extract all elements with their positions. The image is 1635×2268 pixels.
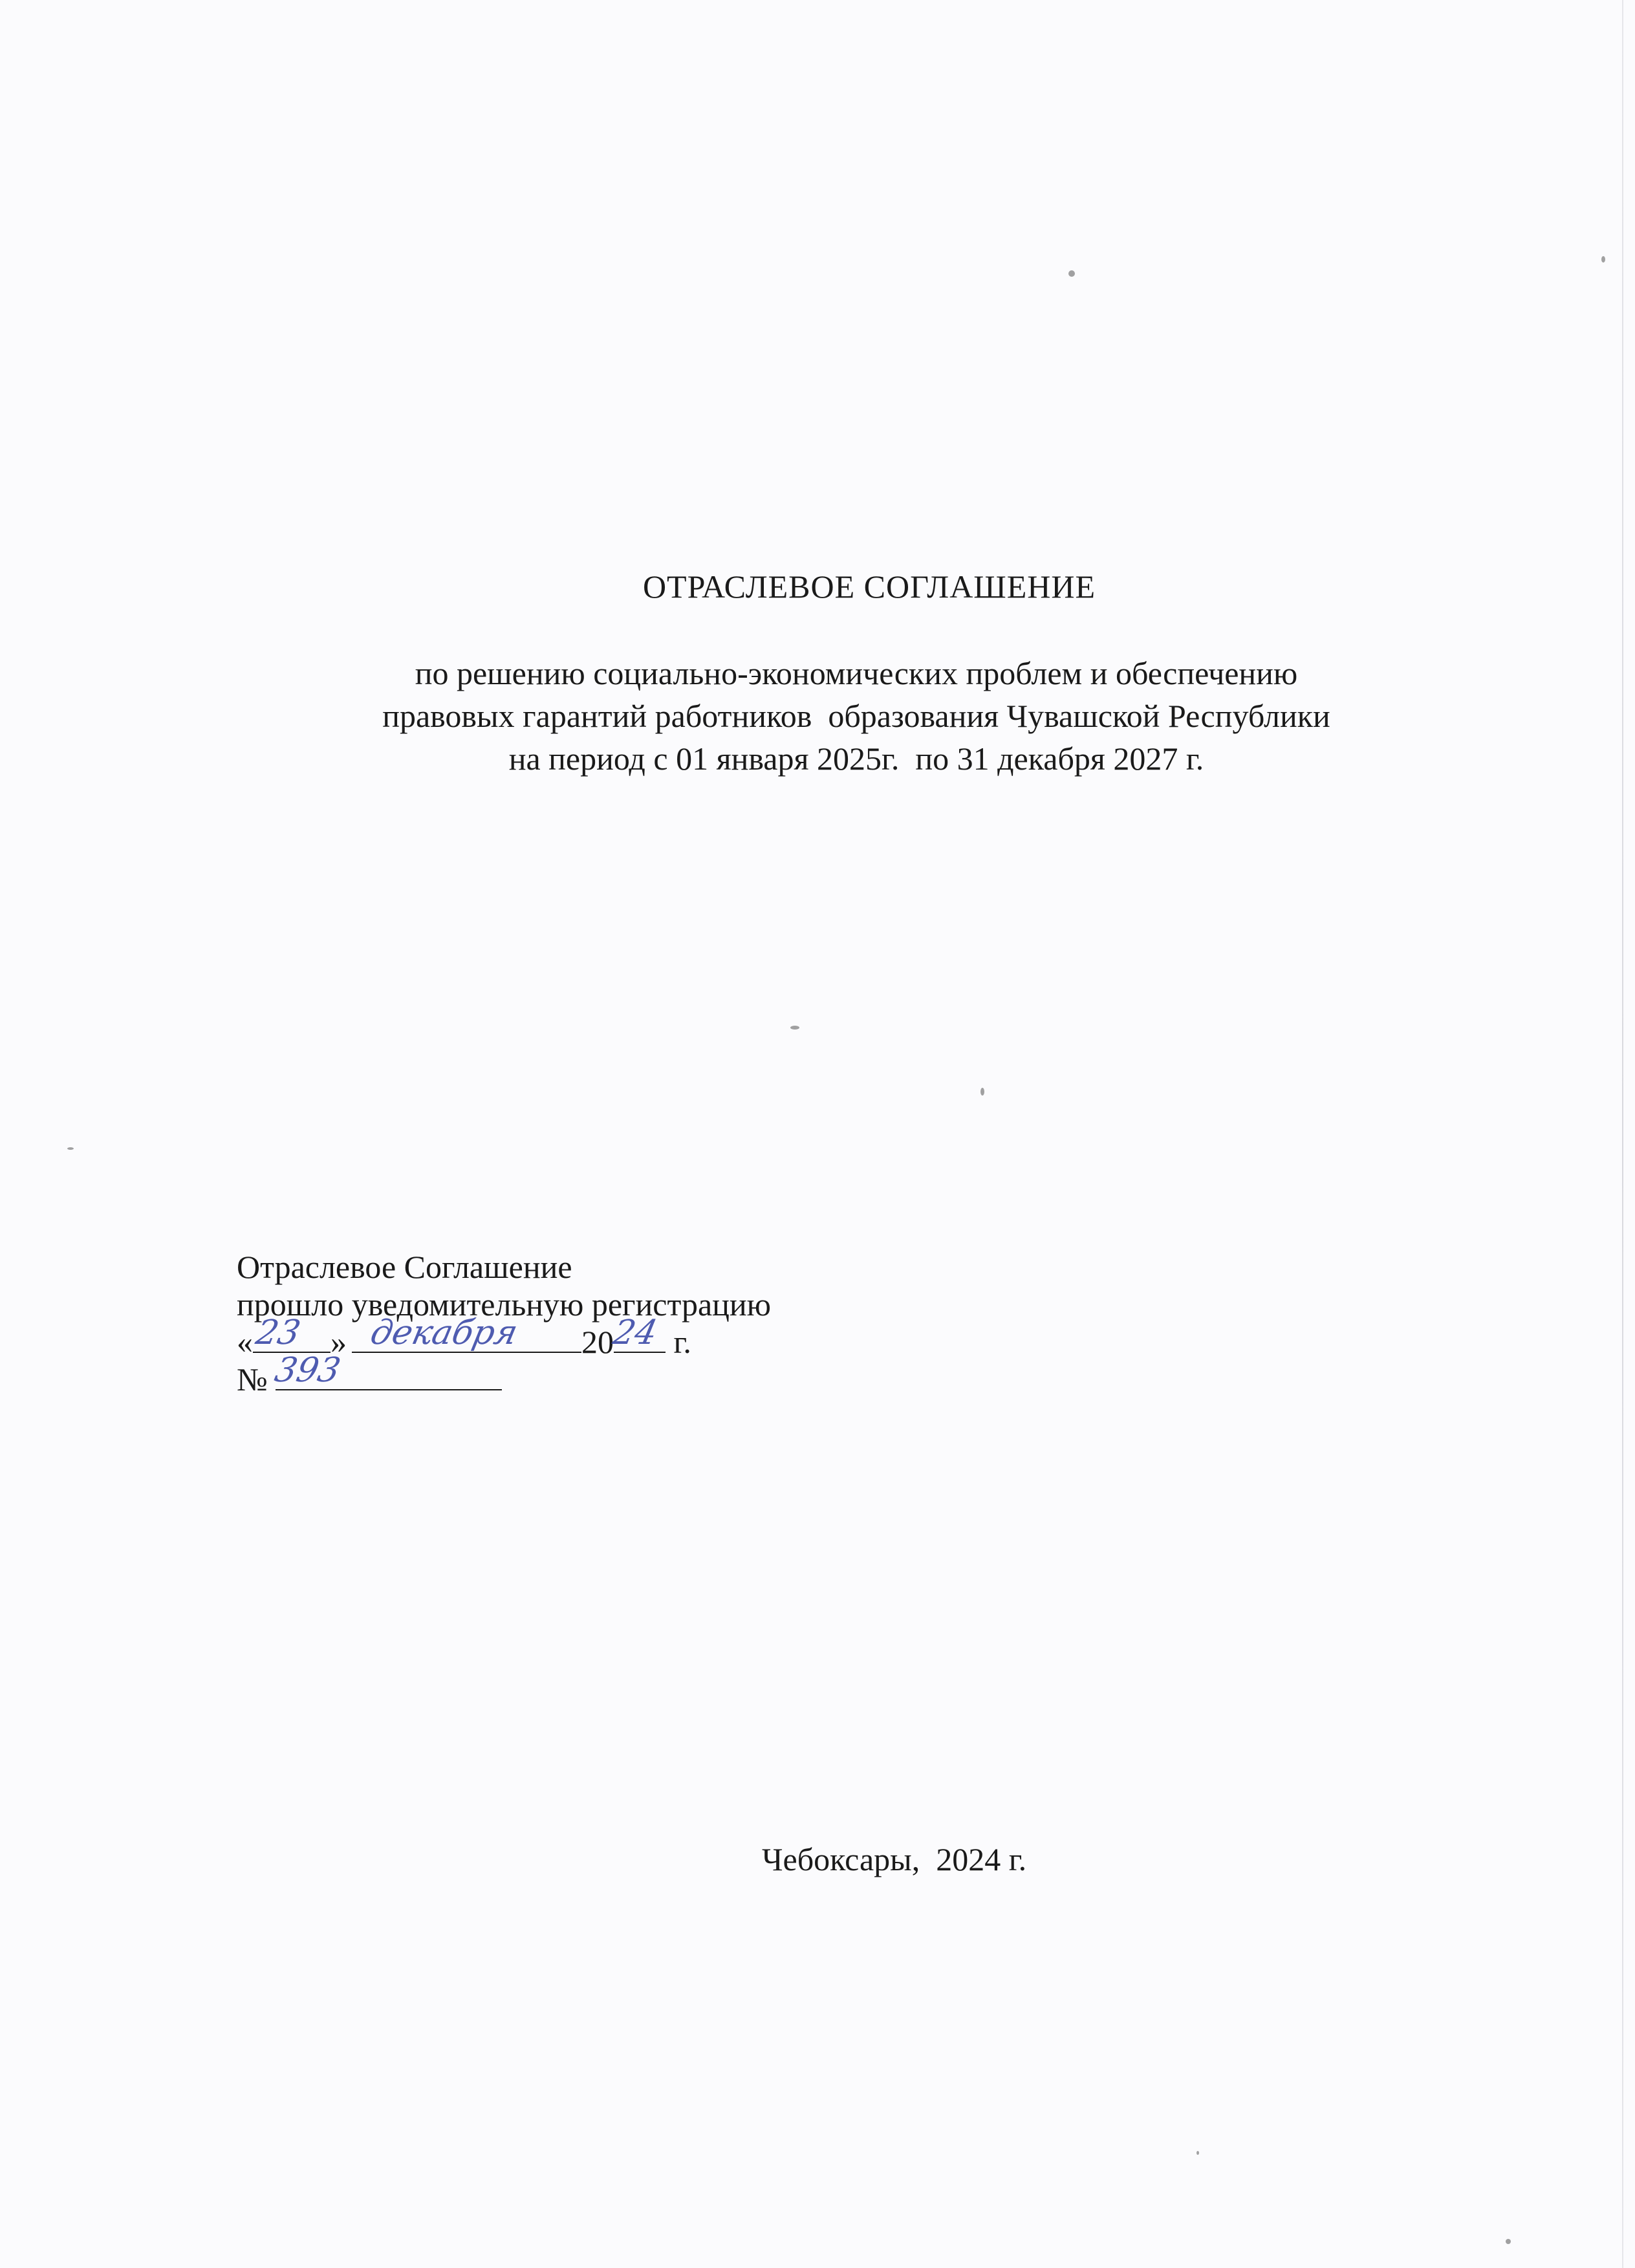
scan-speck	[1601, 256, 1605, 263]
subtitle-line-1: по решению социально-экономических проблем и обеспечению	[415, 655, 1298, 691]
handwritten-year: 24	[609, 1313, 661, 1352]
handwritten-day: 23	[252, 1313, 304, 1352]
subtitle-line-2: правовых гарантий работников образования Чувашской Республики	[382, 698, 1330, 734]
scan-speck	[1196, 2151, 1199, 2155]
close-quote: »	[330, 1324, 347, 1360]
scan-speck	[67, 1147, 74, 1150]
document-subtitle	[0, 652, 1635, 780]
open-quote: «	[237, 1324, 253, 1360]
document-title: ОТРАСЛЕВОЕ СОГЛАШЕНИЕ	[642, 568, 1096, 605]
scan-speck	[1506, 2239, 1511, 2244]
handwritten-number: 393	[271, 1351, 344, 1390]
number-blank	[271, 1351, 502, 1390]
city-year-footer: Чебоксары, 2024 г.	[762, 1841, 1027, 1877]
scan-speck	[790, 1026, 799, 1030]
registration-block	[237, 1248, 771, 1398]
registration-line-2: прошло уведомительную регистрацию	[237, 1286, 772, 1323]
month-blank	[352, 1313, 581, 1353]
registration-line-1: Отраслевое Соглашение	[237, 1249, 572, 1285]
page-edge	[1622, 0, 1623, 2268]
number-sign: №	[237, 1361, 276, 1398]
registration-number-line	[237, 1351, 771, 1398]
year-prefix: 20	[581, 1324, 614, 1360]
scan-speck	[1068, 270, 1075, 277]
day-blank	[252, 1313, 330, 1353]
handwritten-month: декабря	[367, 1313, 521, 1352]
year-suffix: г.	[666, 1324, 691, 1360]
subtitle-line-3: на период с 01 января 2025г. по 31 декабря 2027 г.	[508, 740, 1204, 777]
scan-speck	[980, 1088, 984, 1096]
year-blank	[609, 1313, 666, 1353]
